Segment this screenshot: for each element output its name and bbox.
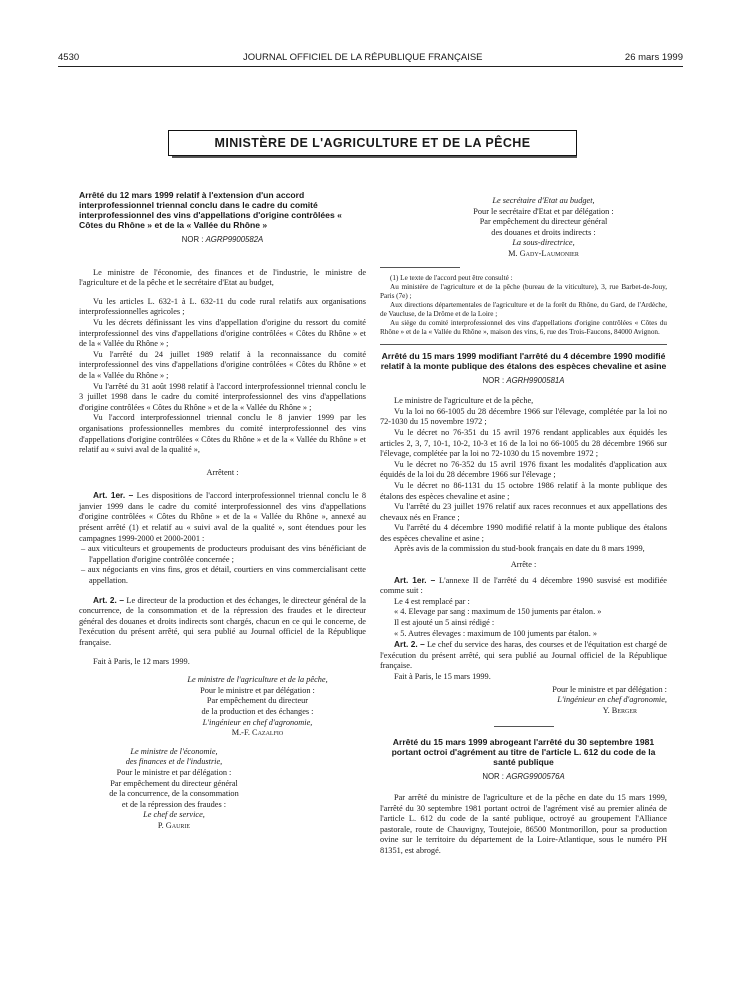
nor-code: AGRH9900581A [506,375,565,385]
article-label: Art. 2. – [93,594,125,605]
decree-1-arretent: Arrêtent : [206,467,239,477]
sig-line: Pour le ministre et par délégation : [116,767,232,777]
decree-2-line: Le 4 est remplacé par : [394,596,470,606]
decree-2-visa: Vu la loi no 66-1005 du 28 décembre 1966 sur l'élevage, complétée par la loi no 72-1030 du 15 novembre 1972 ; [380,406,667,427]
article-text: Le directeur de la production et des échanges, le directeur général de la concurrence, de la consommation et de la répression des fraudes et le directeur général des douanes et droits indirects sont chargés, chacun en ce qui le concerne, de l'exécution du présent arrêté, qui sera publié au Journal officiel de la République française. [79,595,366,647]
sig-line: de la production et des échanges : [201,706,314,716]
decree-2-line: Il est ajouté un 5 ainsi rédigé : [394,618,495,628]
nor-label: NOR : [181,235,204,244]
signature-block-agriculture [149,675,366,739]
decree-1-dash-item: – aux négociants en vins fins, gros et détail, courtiers en vins commercialisant cette appellation. [81,565,366,586]
signatory: P. Gaurie [157,820,191,830]
sig-line: des douanes et droits indirects : [491,227,596,237]
article-label: Art. 1er. – [394,574,436,585]
sig-line: Le ministre de l'économie, [130,746,218,756]
nor-label: NOR : [482,772,504,782]
signatory: M.-F. Cazalfio [231,728,284,738]
sig-line: La sous-directrice, [512,238,575,248]
sig-line: Le chef de service, [143,810,205,820]
nor-label: NOR : [482,375,505,385]
decree-1-visa: Vu l'arrêté du 31 août 1998 relatif à l'accord interprofessionnel triennal conclu le 3 juillet 1998 dans le cadre du comité interprofessionnel des vins d'appellations d'origine contrôlées « Côtes du Rhône » et de la « Vallée du Rhône » ; [79,381,366,412]
sig-line: Par empêchement du directeur général [479,217,608,227]
decree-2-line: « 5. Autres élevages : maximum de 100 juments par étalon. » [394,628,597,638]
sig-line: de la concurrence, de la consommation [109,789,239,799]
sig-line: L'ingénieur en chef d'agronomie, [557,695,667,705]
footnote-line: Aux directions départementales de l'agriculture et de la forêt du Rhône, du Gard, de l'Ardèche, de Vaucluse, de la Drôme et de la Loire ; [380,300,667,318]
decree-1-article-2 [79,595,366,649]
sig-line: Le secrétaire d'Etat au budget, [492,196,595,205]
sig-line: Pour le secrétaire d'Etat et par délégation : [473,206,614,216]
left-column [79,190,366,832]
signature-block-budget [420,196,667,260]
sig-line: des finances et de l'industrie, [125,757,223,767]
section-divider [494,726,554,727]
decree-2-line: « 4. Elevage par sang : maximum de 150 juments par étalon. » [394,607,602,617]
ministry-heading-shadow [172,156,577,158]
decree-2-article-2 [380,639,667,672]
signatory: M. Gady-Laumonier [508,248,579,258]
decree-3-text: Par arrêté du ministre de l'agriculture et de la pêche en date du 15 mars 1999, l'arrêté du 30 septembre 1981 portant octroi de l'agrément visé au premier alinéa de l'article L. 612 du code de la santé publique, octroyé au groupement l'Alliance pastorale, route de Chauvigny, Toutejoie, 86500 Montmorillon, pour sa production ovine sur le territoire du département de la Loire-Atlantique, sous le numéro PH 81351, est abrogé. [380,792,667,855]
decree-3-title: Arrêté du 15 mars 1999 abrogeant l'arrêté du 30 septembre 1981 portant octroi d'agrément au titre de l'article L. 612 du code de la santé publique [391,737,656,768]
article-text: Les dispositions de l'accord interprofessionnel triennal conclu le 8 janvier 1999 dans le cadre du comité interprofessionnel des vins d'appellations d'origine contrôlées « Côtes du Rhône » et de la « Vallée du Rhône », annexé au présent arrêté (1) et relatif au « suivi aval de la qualité », sont étendues pour les campagnes 1999-2000 et 2000-2001 : [79,491,366,543]
decree-2-visa: Après avis de la commission du stud-book français en date du 8 mars 1999, [394,544,645,554]
decree-2-arrete: Arrête : [510,560,537,570]
signatory: Y. Berger [602,705,637,715]
header-rule [58,66,683,67]
right-column [380,196,667,857]
sig-line: Pour le ministre et par délégation : [200,685,315,695]
decree-2-visa: Vu l'arrêté du 23 juillet 1976 relatif aux races reconnues et aux appellations des chevaux nés en France ; [380,502,667,522]
decree-2-visa: Vu le décret no 76-352 du 15 avril 1976 fixant les modalités d'application aux équidés de la loi du 28 décembre 1966 sur l'élevage ; [380,459,667,480]
decree-2-visa: Vu le décret no 86-1131 du 15 octobre 1986 relatif à la monte publique des étalons des espèces chevaline et asine ; [380,480,667,501]
decree-2-visa: Vu l'arrêté du 4 décembre 1990 modifié relatif à la monte publique des étalons des espèces chevaline et asine ; [380,523,667,543]
decree-2-nor [380,376,667,387]
decree-2-fait: Fait à Paris, le 15 mars 1999. [394,672,491,681]
signature-block-economie [79,747,269,832]
page-number: 4530 [58,52,80,63]
decree-2-preamble: Le ministre de l'agriculture et de la pêche, [394,396,534,406]
journal-title: JOURNAL OFFICIEL DE LA RÉPUBLIQUE FRANÇAISE [243,52,483,63]
page-header [58,52,683,64]
sig-line: Par empêchement du directeur général [110,778,238,788]
decree-1-dash-item: – aux viticulteurs et groupements de producteurs produisant des vins bénéficiant de l'appellation d'origine contrôlée concernée ; [81,544,366,564]
nor-code: AGRP9900582A [205,235,264,244]
article-label: Art. 1er. – [93,490,134,501]
decree-1-visa: Vu les décrets définissant les vins d'appellation d'origine du ressort du comité interprofessionnel des vins d'appellations d'origine contrôlées « Côtes du Rhône » et de la « Vallée du Rhône » ; [79,317,366,349]
sig-line: Pour le ministre et par délégation : [552,684,667,694]
decree-1-nor [79,235,366,246]
ministry-heading: MINISTÈRE DE L'AGRICULTURE ET DE LA PÊCHE [168,130,577,156]
article-text: Le chef du service des haras, des courses et de l'équitation est chargé de l'exécution du présent arrêté, qui sera publié au Journal officiel de la République française. [380,640,667,671]
footnote-line: Au ministère de l'agriculture et de la pêche (bureau de la viticulture), 3, rue Barbet-de-Jouy, Paris (7e) ; [380,282,667,300]
signature-block-decree-2 [380,685,667,717]
decree-3-nor [380,772,667,783]
decree-2-title: Arrêté du 15 mars 1999 modifiant l'arrêté du 4 décembre 1990 modifié relatif à la monte publique des étalons des espèces chevaline et asine [380,350,667,371]
footnote-line: (1) Le texte de l'accord peut être consulté : [390,273,513,282]
issue-date: 26 mars 1999 [624,52,683,63]
sig-line: Le ministre de l'agriculture et de la pêche, [187,675,328,685]
nor-code: AGRG9900576A [506,772,565,782]
article-label: Art. 2. – [394,639,425,650]
decree-1-fait: Fait à Paris, le 12 mars 1999. [93,656,190,666]
sig-line: L'ingénieur en chef d'agronomie, [202,717,313,727]
decree-1-article-1 [79,490,366,544]
decree-1-visa: Vu les articles L. 632-1 à L. 632-11 du code rural relatifs aux organisations interprofessionnelles agricoles ; [79,296,366,317]
decree-1-title: Arrêté du 12 mars 1999 relatif à l'extension d'un accord interprofessionnel triennal conclu dans le cadre du comité interprofessionnel des vins d'appellations d'origine contrôlées « Côtes du Rhône » et de la « Vallée du Rhône » [79,190,342,230]
sig-line: Par empêchement du directeur [206,696,309,706]
decree-1-preamble: Le ministre de l'économie, des finances et de l'industrie, le ministre de l'agriculture et de la pêche et le secrétaire d'Etat au budget, [79,267,366,288]
section-divider [380,344,667,345]
decree-1-footnote [380,274,667,337]
footnote-line: Au siège du comité interprofessionnel des vins d'appellations d'origine contrôlées « Côtes du Rhône » et de la « Vallée du Rhône », maison des vins, 6, rue des Trois-Faucons, 84000 Avignon. [380,318,667,336]
article-text: L'annexe II de l'arrêté du 4 décembre 1990 susvisé est modifiée comme suit : [380,575,667,596]
decree-1-visa: Vu l'arrêté du 24 juillet 1989 relatif à la reconnaissance du comité interprofessionnel des vins d'appellations d'origine contrôlées « Côtes du Rhône » et de la « Vallée du Rhône » ; [79,349,366,380]
decree-2-article-1 [380,575,667,597]
decree-2-visa: Vu le décret no 76-351 du 15 avril 1976 rendant applicables aux équidés les articles 2, 3, 7, 10-1, 10-2, 10-3 et 16 de la loi no 66-1005 du 28 décembre 1966 sur l'élevage, complétée par la loi no 72-1030 du 15 novembre 1972 ; [380,427,667,459]
decree-1-visa: Vu l'accord interprofessionnel triennal conclu le 8 janvier 1999 par les organisations professionnelles membres du comité interprofessionnel des vins d'appellations d'origine contrôlées « Côtes du Rhône » et de la « Vallée du Rhône » et relatif au « suivi aval de la qualité », [79,413,366,455]
sig-line: et de la répression des fraudes : [121,799,227,809]
